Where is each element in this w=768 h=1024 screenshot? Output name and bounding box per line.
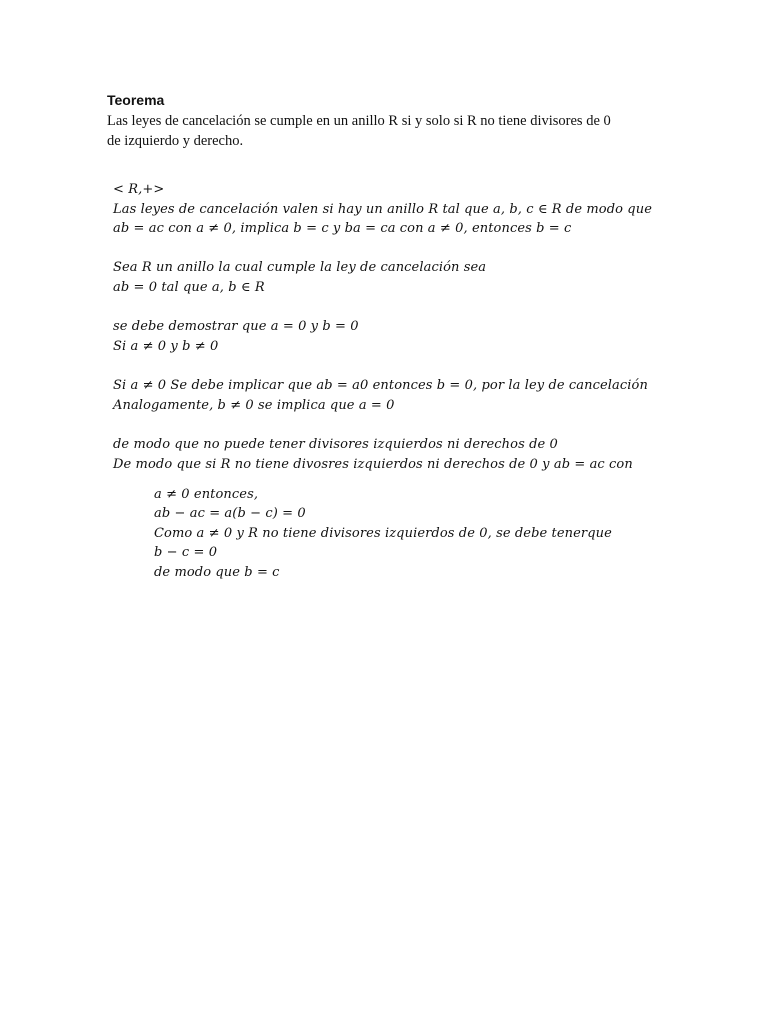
proof-indented-line-5: de modo que b = c	[154, 565, 280, 580]
proof-line-10: de modo que no puede tener divisores izquierdos ni derechos de 0	[113, 437, 558, 452]
proof-line-3: ab = ac con a ≠ 0, implica b = c y ba = ca con a ≠ 0, entonces b = c	[113, 221, 572, 236]
proof-indented-line-3: Como a ≠ 0 y R no tiene divisores izquierdos de 0, se debe tenerque	[154, 526, 612, 541]
theorem-statement-line-1: Las leyes de cancelación se cumple en un anillo R si y solo si R no tiene divisores de 0	[107, 113, 611, 129]
theorem-statement	[107, 111, 667, 151]
proof-line-2: Las leyes de cancelación valen si hay un anillo R tal que a, b, c ∈ R de modo que	[113, 202, 652, 217]
proof-line-7: Si a ≠ 0 y b ≠ 0	[113, 339, 219, 354]
proof-line-8: Si a ≠ 0 Se debe implicar que ab = a0 entonces b = 0, por la ley de cancelación	[113, 378, 648, 393]
proof-indented-line-4: b − c = 0	[154, 545, 218, 560]
proof-line-9: Analogamente, b ≠ 0 se implica que a = 0	[113, 398, 395, 413]
theorem-heading: Teorema	[107, 92, 165, 108]
proof-indented-line-1: a ≠ 0 entonces,	[154, 487, 259, 502]
proof-line-6: se debe demostrar que a = 0 y b = 0	[113, 319, 359, 334]
proof-indented-line-2: ab − ac = a(b − c) = 0	[154, 506, 306, 521]
proof-line-11: De modo que si R no tiene divosres izquierdos ni derechos de 0 y ab = ac con	[113, 457, 633, 472]
theorem-statement-line-2: de izquierdo y derecho.	[107, 133, 244, 149]
proof-line-5: ab = 0 tal que a, b ∈ R	[113, 280, 265, 295]
proof-line-4: Sea R un anillo la cual cumple la ley de cancelación sea	[113, 260, 487, 275]
proof-line-1: < R,+>	[113, 182, 165, 197]
